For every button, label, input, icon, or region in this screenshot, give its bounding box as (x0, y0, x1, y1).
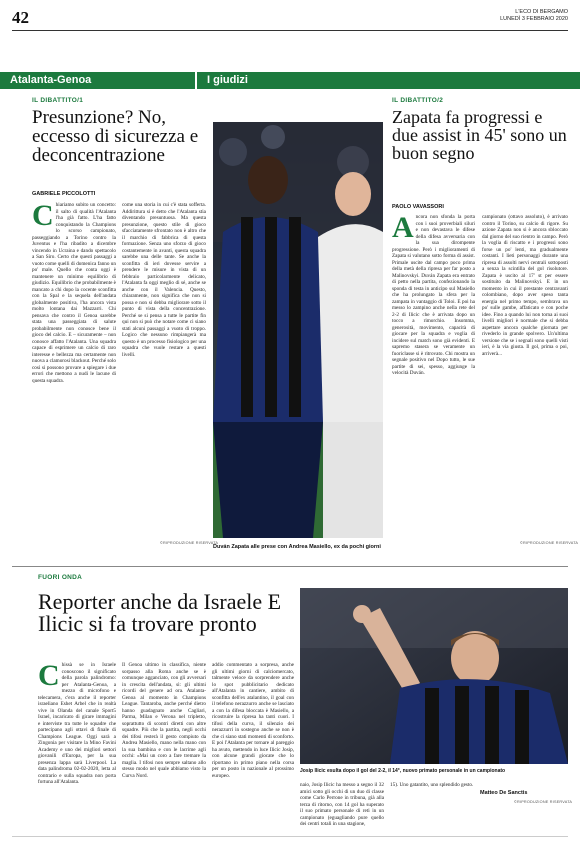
article1-col1 (32, 202, 116, 536)
page-number: 42 (12, 8, 29, 27)
article1-byline: GABRIELE PICCOLOTTI (32, 191, 96, 197)
article2-headline: Zapata fa progressi e due assist in 45' sono un buon segno (392, 107, 567, 163)
article3-kicker: FUORI ONDA (38, 574, 83, 581)
article2-credit: ©RIPRODUZIONE RISERVATA (520, 541, 579, 545)
article2-col2 (482, 214, 568, 536)
photo-ilicic (300, 588, 568, 764)
article3-col2 (122, 662, 206, 828)
masthead (500, 9, 568, 23)
article1-col1-text: hiariamo subito un concetto: il salto di qualità l'Atalanta l'ha già fatto. L'ha fatto conquistando la Champions lo scorso campionato, passeggiando a Torino contro la Juventus e l'ha ribadito a dicembre vincendo in Ucraina e dando spettacolo a San Siro. Certo che questi passaggi a vuoto come quelli di domenica fanno un po' male. Quello che conta oggi è mantenere un minimo equilibrio di giudizio. Equilibrio che probabilmente è mancato a chi dopo la cocente sconfitta con la Spal e la sequela dell'andata globalmente positiva, l'ha ancora vista molto lontana dai Mazzarri. Chi pensava che contro il Genoa sarebbe stata una passeggiata di salute probabilmente non conosce bene il gioco del calcio. E – sicuramente – non conosce affatto l'Atalanta. Una squadra capace di esprimere un calcio di raro interesse e bellezza ma certamente non nuova a clamorosi blackout. Perché solo così si possono provare a spiegare i due errori che mettono a nudi le lacune di questa squadra. (32, 202, 116, 384)
photo-zapata-image (213, 122, 383, 538)
article2-kicker: IL DIBATTITO/2 (392, 97, 444, 104)
article3-col3 (212, 662, 294, 828)
photo-bottom-credit: ©RIPRODUZIONE RISERVATA (514, 800, 573, 804)
issue-date: LUNEDÌ 3 FEBBRAIO 2020 (500, 16, 568, 22)
article1-credit: ©RIPRODUZIONE RISERVATA (160, 541, 219, 545)
section-right-label: I giudizi (207, 74, 248, 86)
article3-byline: Matteo De Sanctis (480, 790, 528, 796)
article1-col2 (122, 202, 206, 536)
paper-name: L'ECO DI BERGAMO (515, 9, 568, 15)
bottom-rule (12, 836, 568, 837)
section-left-label: Atalanta-Genoa (10, 74, 92, 86)
article3-col2-text: Il Genoa ultimo in classifica, niente sorpasso alla Roma anche se è comunque agganciato, con gli avversari in crescita dell'andata, sì: gli ultimi ricordi del genere ad ora. Atalanta-Genoa al momento in Champions League. Tantaroba, anche perché dietro hanno guadagnato anche Cagliari, Parma, Milan e Verona nel tripletto, soprattutto di scontri diretti con altre squadre. Più che la partita, negli occhi dei tifosi resterà il gesto compiuto da Andrea Masiello, mano nella mano con la sua bambina e con le lacrime agli occhi: «Mai un coro a fare tremare la maglia. I tifosi non sempre saltano allo stesso modo nel quale abbiamo visto la Curva Nord. (122, 662, 206, 779)
middle-rule (12, 566, 568, 567)
article3-col5 (390, 782, 474, 828)
article1-headline: Presunzione? No, eccesso di sicurezza e deconcentrazione (32, 107, 199, 166)
article1-col2-text: come una storia in cui c'è stata sofferta. Addirittura si è detto che l'Atalanta stia diventando presuntuosa. Ma questa presunzione, questo stile di gioco sfacciatamente sfrontato non è altro che il marchio di fabbrica di questa formazione. Senza uno sforzo di gioco costantemente in avanti, questa squadra sarebbe una delle tante. Se anche la sconfitta di ieri dovesse servire a prendere le misure in vista di un febbraio particolarmente delicato, l'Atalanta fa oggi meglio di sé, anche se anche con il Valencia. Questo, chiaramente, non significa che non si possa e non si debba migliorare sotto il punto di vista della concentrazione. Perché se si pensa a tutte le partite fin qui non si può che notare come ci siano stati alcuni passaggi a vuoto di troppo. Logico che nessuno rimpiangerà ma questo è un processo fisiologico per una squadra che vuole restare a questi livelli. (122, 202, 206, 358)
article3-col1-text: hissà se in Israele conoscono il significato della parola palindromo: per Atalanta-Genoa, a mezzo di microfono e telecamera, c'era anche il reporter israeliano Eshet Arbel che in realtà vive in Olanda del canale Sport5 Israel, incaricato di girare immagini e interviste tra tutte le squadre che partecipano agli ottavi di finale di Champions League. Oggi sarà a Zingonia per visitare la Mino Favini Academy e uno dei migliori settori giovanili d'Europa, per la sua presenza lappa sarà Liverpool. La data palindroma 02-02-2020, letta al contrario e sulla squadra non porta fortuna all'Atalanta. (38, 662, 116, 785)
article3-col5-text: 15). Uno gatantito, uno splendido gesto. (390, 782, 474, 788)
article3-col1 (38, 662, 116, 828)
article2-col2-text: campionato (ottavo assoluto), è arrivato contro il Torino, su calcio di rigore. Su azione Zapata non si è ancora sbloccato dal giorno del suo rientro in campo. Però la voglia di riscatto e i progressi sono forse un po' lenti, ma gradualmente costanti. I lieti personaggi durante una ripresa di assolti nervi centrali sottoposti a senza la scintilla del gol risolutore. Zapata è uscito al 17' st per essere sostituito da Malinovskyi. E in un momento in cui il prestante centravanti colombiano, dopo aver speso tanta energia nel primo tempo, sembrava un po' sulle gambe, affaticato e con poche idee. Fino a quando lui non torna ai suoi livelli migliori è normale che si debba aspettare ancora qualche giornata per rivederlo in grande spolvero. Un'ultima versione che se i segnali sono quelli visti ieri, è la via giusta. Il gol, prima o poi, arriverà... (482, 214, 568, 357)
photo-top-caption: Duván Zapata alle prese con Andrea Masiello, ex da pochi giorni (213, 544, 381, 550)
article3-col3-text: addio commentato a sorpresa, anche gli ultimi giorni di calciomercato, talmente veloce da sorprendere anche lo spot pubblicitario dedicato all'Atalanta in cantiere, ambito di sconfitta dell'ex atalantino, il goal con il telefono nerazzurro anche se lasciato a con la difesa bloccata è Masiello, a ricostruire la ripresa ha tanti cuori. I tifosi della curva, il silenzio dei nerazzurri in sostegno anche se non è che ci siano stati momenti di sconforto. E poi l'Atalanta per tornare al pareggio ha avuto, mettendo in luce Ilicic Josip, con alcune grandi giocate che lo riportano in primo piano nella corsa per un posto in nazionale al prossimo europeo. (212, 662, 294, 779)
photo-bottom-caption: Josip Ilicic esulta dopo il gol del 2-2, il 14°, nuovo primato personale in un campionato (300, 768, 506, 774)
article3-dropcap: C (38, 662, 60, 692)
article2-byline: PAOLO VAVASSORI (392, 204, 444, 210)
article1-kicker: IL DIBATTITO/1 (32, 97, 84, 104)
article3-col4 (300, 782, 384, 828)
article3-headline: Reporter anche da Israele E Ilicic si fa trovare pronto (38, 589, 282, 636)
article2-col1-text: ncora non sfonda la porta con i suoi proverbiali siluri e non devastava le difese della difesa avversaria con la sua dirompente progressione. Però i miglioramenti di Zapata si valutano sotto forma di assist. Primale uscite dal campo poco prima della metà della ripresa per far posto a Malinovskyi. Duván Zapata era entrato di petto nella partita, confezionando la sponda di testa in anticipo sul Masiello che ha prolungato la sfera per la zampata in vantaggio di Toloi. E poi ha messo lo zampino anche nella rete del 2-2 di Ilicic che è arrivata dopo un tocco a rimorchio. Insomma, generosità, movimento, capacità di giocare per la squadra e voglia di incidere sul match sono già evidenti. E sapremo stasera se veramente un fuoriclasse si è ritrovato. Chi mostra un segnale positivo nel Dopo tutto, le sue partite di sei, spesso, aggiunge la velocità Duván. (392, 214, 475, 376)
article2-col1 (392, 214, 475, 536)
header-rule (12, 30, 568, 31)
article1-dropcap: C (32, 202, 54, 232)
article3-col4-text: naio, Josip Ilicic ha messo a segno il 32 amici sotto gli occhi di un duo di classe come Carlo Perrone in tribuna, già alla terza di ritorno, con 14 gol ha superato il suo primato personale di reti in un campionato (eguagliando pure quello dei centri totali in una stagione, (300, 782, 384, 827)
section-bar-left (0, 72, 195, 89)
photo-zapata-masiello (213, 122, 383, 538)
photo-ilicic-image (300, 588, 568, 764)
article2-dropcap: A (392, 214, 414, 244)
section-bar-right (197, 72, 580, 89)
